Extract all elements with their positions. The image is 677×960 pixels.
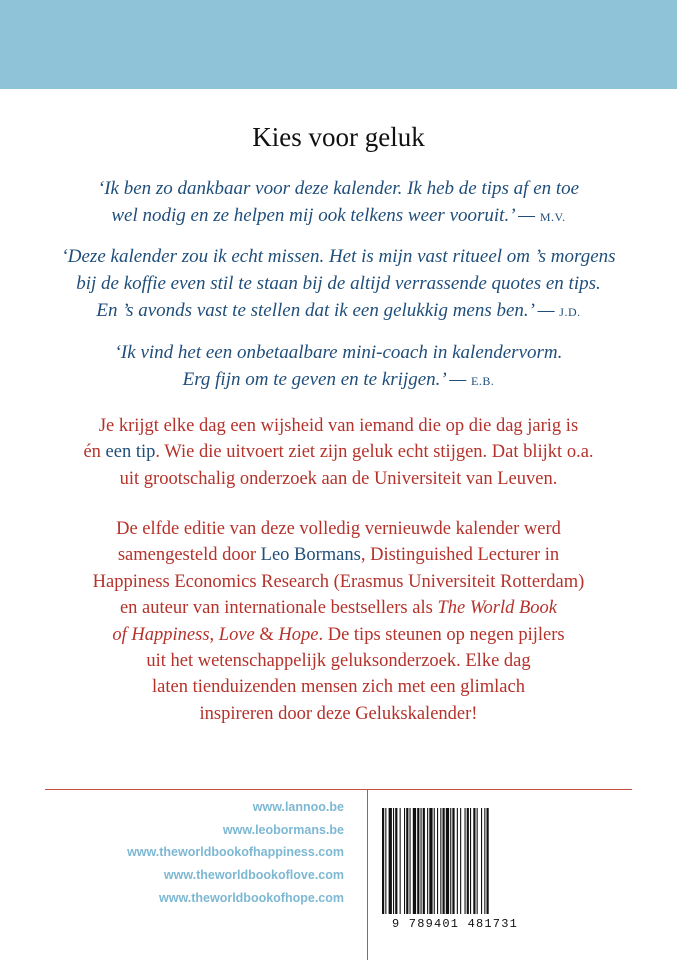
barcode-bar [450,808,451,914]
website-link[interactable]: www.leobormans.be [222,822,344,837]
paragraph-line: Happiness Economics Research (Erasmus Universiteit Rotterdam) [92,571,585,592]
website-link[interactable]: www.lannoo.be [252,800,344,814]
paragraph-line: uit grootschalig onderzoek aan de Universiteit van Leuven. [119,468,558,489]
quote-author: E.B. [471,374,495,388]
testimonial-quote-1 [60,175,617,231]
highlight-tip: een tip [105,442,156,463]
barcode-icon [378,808,532,916]
text-segment: en auteur van internationale bestsellers als [119,598,438,619]
testimonial-quote-2 [60,243,617,326]
paragraph-line [40,595,637,621]
horizontal-divider [45,789,632,790]
barcode-bar [481,808,482,914]
paragraph-line: De elfde editie van deze volledig vernieuwde kalender werd [116,519,561,539]
barcode-bar [429,808,432,914]
barcode-bar [443,808,445,914]
barcode-bar [446,808,449,914]
paragraph-line: Je krijgt elke dag een wijsheid van iemand die op die dag jarig is [98,416,579,436]
text-segment: & [254,624,279,645]
website-link[interactable]: www.theworldbookoflove.com [163,868,344,883]
barcode-bar [395,808,397,914]
barcode-bar [434,808,435,914]
isbn-number: 9 789401 481731 [391,917,519,931]
quote-line-text: En ’s avonds vast te stellen dat ik een gelukkig mens ben.’ — [96,300,560,321]
barcode-bar [452,808,454,914]
barcode-bar [484,808,485,914]
book-title: of Happiness [112,624,210,645]
author-name: Leo Bormans [260,545,361,566]
description-paragraph-1 [40,413,637,492]
text-segment: én [83,442,106,463]
barcode-bar [406,808,408,914]
book-title: Love [218,624,255,645]
text-segment: . Wie die uitvoert ziet zijn geluk echt stijgen. Dat blijkt o.a. [155,442,594,463]
barcode-bar [417,808,419,914]
barcode-bar [467,808,469,914]
barcode-bar [427,808,428,914]
quote-line: ‘Deze kalender zou ik echt missen. Het is mijn vast ritueel om ’s morgens [61,246,616,267]
barcode-bar [382,808,384,914]
quote-line [60,202,617,231]
page-title: Kies voor geluk [252,122,425,152]
website-list [60,796,344,910]
barcode-bar [477,808,478,914]
paragraph-line [40,439,637,465]
barcode-bar [437,808,438,914]
book-title: Hope [278,624,319,645]
paragraph-line [40,622,637,648]
barcode-bar [460,808,461,914]
barcode-bar [470,808,471,914]
quote-author: M.V. [539,210,566,224]
paragraph-line: laten tienduizenden mensen zich met een glimlach [152,677,525,698]
website-link[interactable]: www.theworldbookofhope.com [159,890,344,905]
testimonial-quote-3 [60,339,617,395]
quote-line: ‘Ik ben zo dankbaar voor deze kalender. Ik heb de tips af en toe [97,178,580,199]
barcode-bar [413,808,416,914]
text-segment: . De tips steunen op negen pijlers [318,624,565,645]
isbn-barcode [378,808,532,940]
barcode-bar [465,808,466,914]
barcode-bar [410,808,411,914]
barcode-bar [404,808,405,914]
text-segment: , Distinguished Lecturer in [360,545,560,566]
barcode-bar [400,808,401,914]
barcode-bar [421,808,422,914]
barcode-bar [393,808,394,914]
vertical-divider [367,789,368,960]
paragraph-line: uit het wetenschappelijk geluksonderzoek. Elke dag [146,651,531,672]
quote-line [60,297,617,326]
quote-line-text: wel nodig en ze helpen mij ook telkens weer vooruit.’ — [111,205,540,226]
paragraph-line: inspireren door deze Gelukskalender! [199,703,478,724]
barcode-bar [440,808,441,914]
text-segment: samengesteld door [117,545,261,566]
barcode-bar [385,808,386,914]
barcode-bar [457,808,458,914]
top-color-band [0,0,677,89]
barcode-bar [487,808,489,914]
quote-line-text: Erg fijn om te geven en te krijgen.’ — [182,369,472,390]
quote-line: bij de koffie even stil te staan bij de altijd verrassende quotes en tips. [76,273,601,294]
quote-line: ‘Ik vind het een onbetaalbare mini-coach in kalendervorm. [114,342,563,363]
barcode-bar [423,808,425,914]
text-segment: , [209,624,219,645]
paragraph-line [40,542,637,568]
quote-author: J.D. [559,305,581,319]
quote-line [60,366,617,395]
book-title: The World Book [437,598,558,619]
barcode-bar [473,808,475,914]
description-paragraph-2 [40,516,637,727]
website-link[interactable]: www.theworldbookofhappiness.com [127,845,344,860]
barcode-bar [389,808,392,914]
